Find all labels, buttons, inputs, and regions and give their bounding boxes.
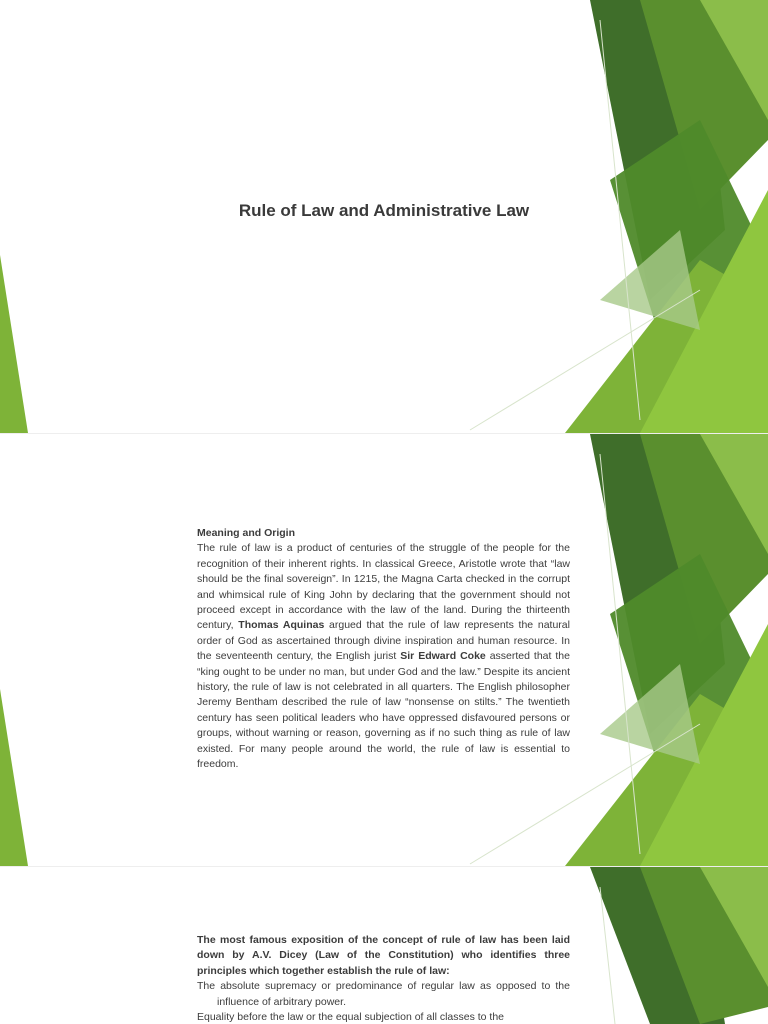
principle-item: The absolute supremacy or predominance of regular law as opposed to the influence of arbitrary power.	[197, 980, 570, 1008]
slide-2	[0, 434, 768, 866]
slide-body	[197, 933, 570, 1024]
principle-item: Equality before the law or the equal subjection of all classes to the	[197, 1011, 505, 1024]
slide-title: Rule of Law and Administrative Law	[238, 201, 530, 220]
slide-1	[0, 0, 768, 433]
emphasis-thomas-aquinas: Thomas Aquinas	[238, 619, 325, 632]
emphasis-edward-coke: Sir Edward Coke	[400, 650, 486, 663]
slide-body	[197, 526, 570, 773]
body-paragraph: The rule of law is a product of centuries of the struggle of the people for the recognition of their inherent rights. In classical Greece, Aristotle wrote that “law should be the final sovereign”. In 1215, the Magna Carta checked in the corrupt and whimsical rule of King John by declaring that the government should not proceed except in accordance with the law of the land. During the thirteenth century, Thomas Aquinas argued that the rule of law represents the natural order of God as ascertained through divine inspiration and human resource. In the seventeenth century, the English jurist Sir Edward Coke asserted that the “king ought to be under no man, but under God and the law.” Despite its ancient history, the rule of law is not celebrated in all quarters. The English philosopher Jeremy Bentham described the rule of law “nonsense on stilts.” The twentieth century has seen political leaders who have oppressed disfavoured persons or groups, without warning or reason, governing as if no such thing as rule of law existed. For many people around the world, the rule of law is essential to freedom.	[197, 542, 570, 771]
slide-3	[0, 867, 768, 1024]
dicey-intro: The most famous exposition of the concept of rule of law has been laid down by A.V. Dicey (Law of the Constitution) who identifies three principles which together establish the rule of law:	[197, 934, 570, 977]
section-heading: Meaning and Origin	[197, 527, 296, 539]
